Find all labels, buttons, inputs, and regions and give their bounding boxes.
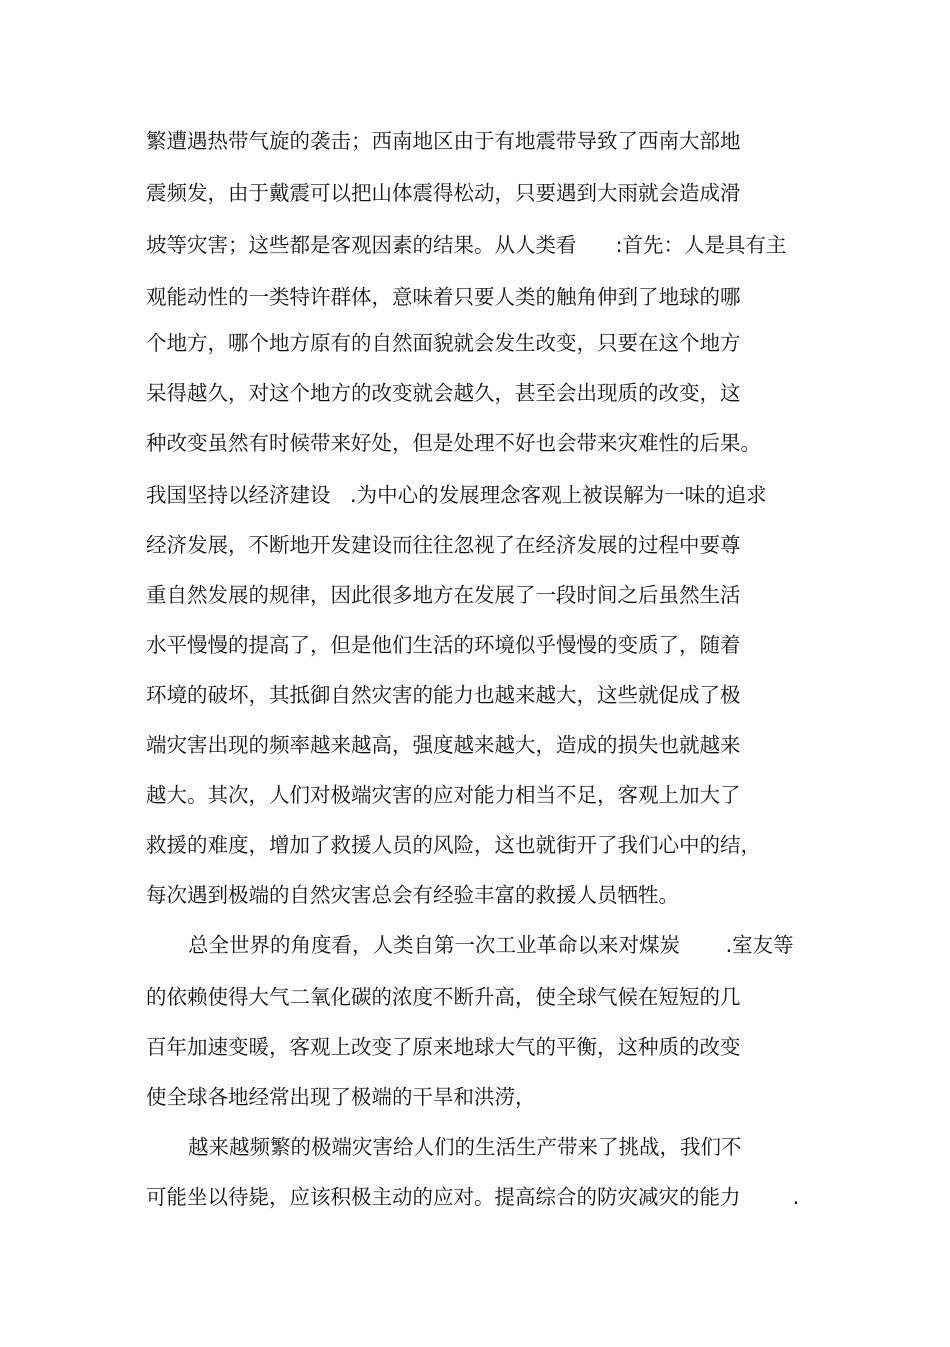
text-line-19: 百年加速变暖，客观上改变了原来地球大气的平衡，这种质的改变 [146, 1035, 741, 1059]
text-line-3: 坡等灾害；这些都是客观因素的结果。从人类看 :首先：人是具有主 [146, 233, 787, 257]
text-line-14: 越大。其次，人们对极端灾害的应对能力相当不足，客观上加大了 [146, 783, 741, 807]
text-line-7: 种改变虽然有时候带来好处，但是处理不好也会带来灾难性的后果。 [146, 431, 761, 455]
text-line-4: 观能动性的一类特许群体，意味着只要人类的触角伸到了地球的哪 [146, 285, 741, 309]
text-line-15: 救援的难度，增加了救援人员的风险，这也就街开了我们心中的结， [146, 833, 761, 857]
text-line-11: 水平慢慢的提高了，但是他们生活的环境似乎慢慢的变质了，随着 [146, 633, 741, 657]
text-line-9: 经济发展，不断地开发建设而往往忽视了在经济发展的过程中要尊 [146, 533, 741, 557]
text-line-2: 震频发，由于戴震可以把山体震得松动，只要遇到大雨就会造成滑 [146, 181, 741, 205]
text-line-20: 使全球各地经常出现了极端的干旱和洪涝， [146, 1085, 536, 1109]
text-line-6: 呆得越久，对这个地方的改变就会越久，甚至会出现质的改变，这 [146, 381, 741, 405]
text-line-5: 个地方，哪个地方原有的自然面貌就会发生改变，只要在这个地方 [146, 331, 741, 355]
text-line-21: 越来越频繁的极端灾害给人们的生活生产带来了挑战，我们不 [188, 1135, 742, 1159]
text-line-12: 环境的破坏，其抵御自然灾害的能力也越来越大，这些就促成了极 [146, 683, 741, 707]
text-line-18: 的依赖使得大气二氧化碳的浓度不断升高，使全球气候在短短的几 [146, 985, 741, 1009]
text-line-13: 端灾害出现的频率越来越高，强度越来越大，造成的损失也就越来 [146, 733, 741, 757]
text-line-8: 我国坚持以经济建设 .为中心的发展理念客观上被误解为一味的追求 [146, 483, 767, 507]
text-line-10: 重自然发展的规律，因此很多地方在发展了一段时间之后虽然生活 [146, 583, 741, 607]
text-line-22: 可能坐以待毙，应该积极主动的应对。提高综合的防灾减灾的能力 . [146, 1185, 800, 1209]
text-line-17: 总全世界的角度看，人类自第一次工业革命以来对煤炭 .室友等 [188, 933, 794, 957]
text-line-1: 繁遭遇热带气旋的袭击；西南地区由于有地震带导致了西南大部地 [146, 129, 741, 153]
text-line-16: 每次遇到极端的自然灾害总会有经验丰富的救援人员牺牲。 [146, 883, 679, 907]
